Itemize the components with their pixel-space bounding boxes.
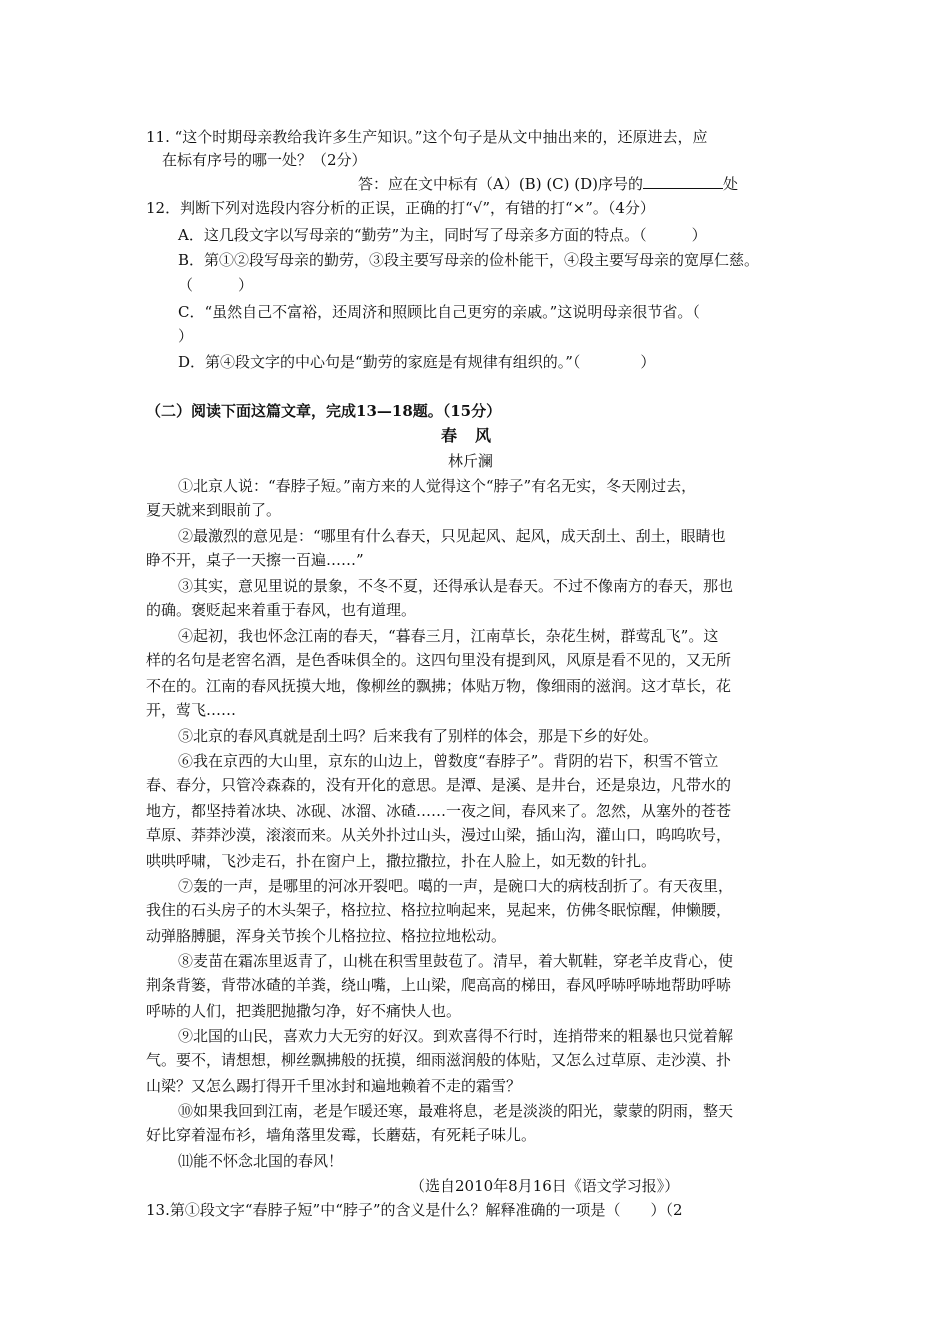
q12-option-a: A．这几段文字以写母亲的“勤劳”为主，同时写了母亲多方面的特点。（ ） bbox=[178, 226, 707, 244]
para4-line2: 样的名句是老窖名酒，是色香味俱全的。这四句里没有提到风，风原是看不见的，又无所 bbox=[146, 651, 732, 669]
para1-line2: 夏天就来到眼前了。 bbox=[146, 501, 282, 519]
para11-line1: ⑾能不怀念北国的春风！ bbox=[178, 1152, 344, 1170]
para8-line1: ⑧麦苗在霜冻里返青了，山桃在积雪里鼓苞了。清早，着大靰鞋，穿老羊皮背心，使 bbox=[178, 952, 734, 970]
para3-line1: ③其实，意见里说的景象，不冬不夏，还得承认是春天。不过不像南方的春天，那也 bbox=[178, 577, 734, 595]
para10-line1: ⑩如果我回到江南，老是乍暖还寒，最难将息，老是淡淡的阳光，蒙蒙的阴雨，整天 bbox=[178, 1102, 734, 1120]
para6-line1: ⑥我在京西的大山里，京东的山边上，曾数度“春脖子”。背阴的岩下，积雪不管立 bbox=[178, 752, 719, 770]
para6-line5: 哄哄呼啸，飞沙走石，扑在窗户上，撒拉撒拉，扑在人脸上，如无数的针扎。 bbox=[146, 852, 657, 870]
para7-line3: 动弹胳膊腿，浑身关节挨个儿格拉拉、格拉拉地松动。 bbox=[146, 927, 507, 945]
q12-option-c-line2: ） bbox=[178, 327, 194, 345]
para2-line2: 睁不开，桌子一天擦一百遍……” bbox=[146, 551, 364, 569]
article-author: 林斤澜 bbox=[448, 452, 494, 470]
para2-line1: ②最激烈的意见是：“哪里有什么春天，只见起风、起风，成天刮土、刮土，眼睛也 bbox=[178, 527, 726, 545]
para6-line3: 地方，都坚持着冰块、冰砚、冰溜、冰碴……一夜之间，春风来了。忽然，从塞外的苍苍 bbox=[146, 802, 732, 820]
q12-stem: 12．判断下列对选段内容分析的正误，正确的打“√”，有错的打“×”。（4分） bbox=[146, 199, 655, 217]
q12-option-b-line1: B．第①②段写母亲的勤劳，③段主要写母亲的俭朴能干，④段主要写母亲的宽厚仁慈。 bbox=[178, 251, 760, 269]
para4-line1: ④起初，我也怀念江南的春天，“暮春三月，江南草长，杂花生树，群莺乱飞”。这 bbox=[178, 627, 719, 645]
para5-line1: ⑤北京的春风真就是刮土吗？后来我有了别样的体会，那是下乡的好处。 bbox=[178, 727, 659, 745]
section2-heading: （二）阅读下面这篇文章，完成13—18题。（15分） bbox=[146, 402, 502, 420]
para6-line4: 草原、莽莽沙漠，滚滚而来。从关外扑过山头，漫过山梁，插山沟，灌山口，呜呜吹号， bbox=[146, 826, 732, 844]
q11-answer-suffix: 处 bbox=[723, 175, 739, 193]
q12-option-d: D．第④段文字的中心句是“勤劳的家庭是有规律有组织的。”（ ） bbox=[178, 353, 656, 371]
q12-option-b-line2: （ ） bbox=[178, 276, 254, 294]
q11-line1: 11. “这个时期母亲教给我许多生产知识。”这个句子是从文中抽出来的，还原进去，应 bbox=[146, 128, 708, 146]
para4-line3: 不在的。江南的春风抚摸大地，像柳丝的飘拂；体贴万物，像细雨的滋润。这才草长，花 bbox=[146, 677, 732, 695]
q11-answer-prefix: 答：应在文中标有（A）(B) (C) (D)序号的 bbox=[358, 175, 644, 193]
q11-answer-blank[interactable] bbox=[643, 174, 723, 189]
para10-line2: 好比穿着湿布衫，墙角落里发霉，长蘑菇，有死耗子味儿。 bbox=[146, 1126, 537, 1144]
para9-line3: 山梁？又怎么踢打得开千里冰封和遍地赖着不走的霜雪？ bbox=[146, 1077, 522, 1095]
q11-answer bbox=[358, 174, 738, 194]
para7-line1: ⑦轰的一声，是哪里的河冰开裂吧。噶的一声，是碗口大的病枝刮折了。有天夜里， bbox=[178, 877, 734, 895]
para8-line3: 呼哧的人们，把粪肥抛撒匀净，好不痛快人也。 bbox=[146, 1002, 462, 1020]
q12-option-c-line1: C．“虽然自己不富裕，还周济和照顾比自己更穷的亲戚。”这说明母亲很节省。（ bbox=[178, 303, 700, 321]
q11-line2: 在标有序号的哪一处？（2分） bbox=[162, 151, 367, 169]
article-source: （选自2010年8月16日《语文学习报》） bbox=[410, 1177, 680, 1195]
para1-line1: ①北京人说：“春脖子短。”南方来的人觉得这个“脖子”有名无实，冬天刚过去， bbox=[178, 477, 697, 495]
para6-line2: 春、春分，只管冷森森的，没有开化的意思。是潭、是溪、是井台，还是泉边，凡带水的 bbox=[146, 776, 732, 794]
para9-line1: ⑨北国的山民，喜欢力大无穷的好汉。到欢喜得不行时，连捎带来的粗暴也只觉着解 bbox=[178, 1027, 734, 1045]
article-title: 春风 bbox=[441, 426, 510, 445]
para8-line2: 荆条背篓，背带冰碴的羊粪，绕山嘴，上山梁，爬高高的梯田，春风呼哧呼哧地帮助呼哧 bbox=[146, 976, 732, 994]
para9-line2: 气。要不，请想想，柳丝飘拂般的抚摸，细雨滋润般的体贴，又怎么过草原、走沙漠、扑 bbox=[146, 1051, 732, 1069]
q13-stem: 13.第①段文字“春脖子短”中“脖子”的含义是什么？解释准确的一项是（ ）（2 bbox=[146, 1201, 683, 1219]
para7-line2: 我住的石头房子的木头架子，格拉拉、格拉拉响起来，晃起来，仿佛冬眠惊醒，伸懒腰， bbox=[146, 901, 732, 919]
para4-line4: 开，莺飞…… bbox=[146, 701, 237, 719]
para3-line2: 的确。褒贬起来着重于春风，也有道理。 bbox=[146, 601, 417, 619]
